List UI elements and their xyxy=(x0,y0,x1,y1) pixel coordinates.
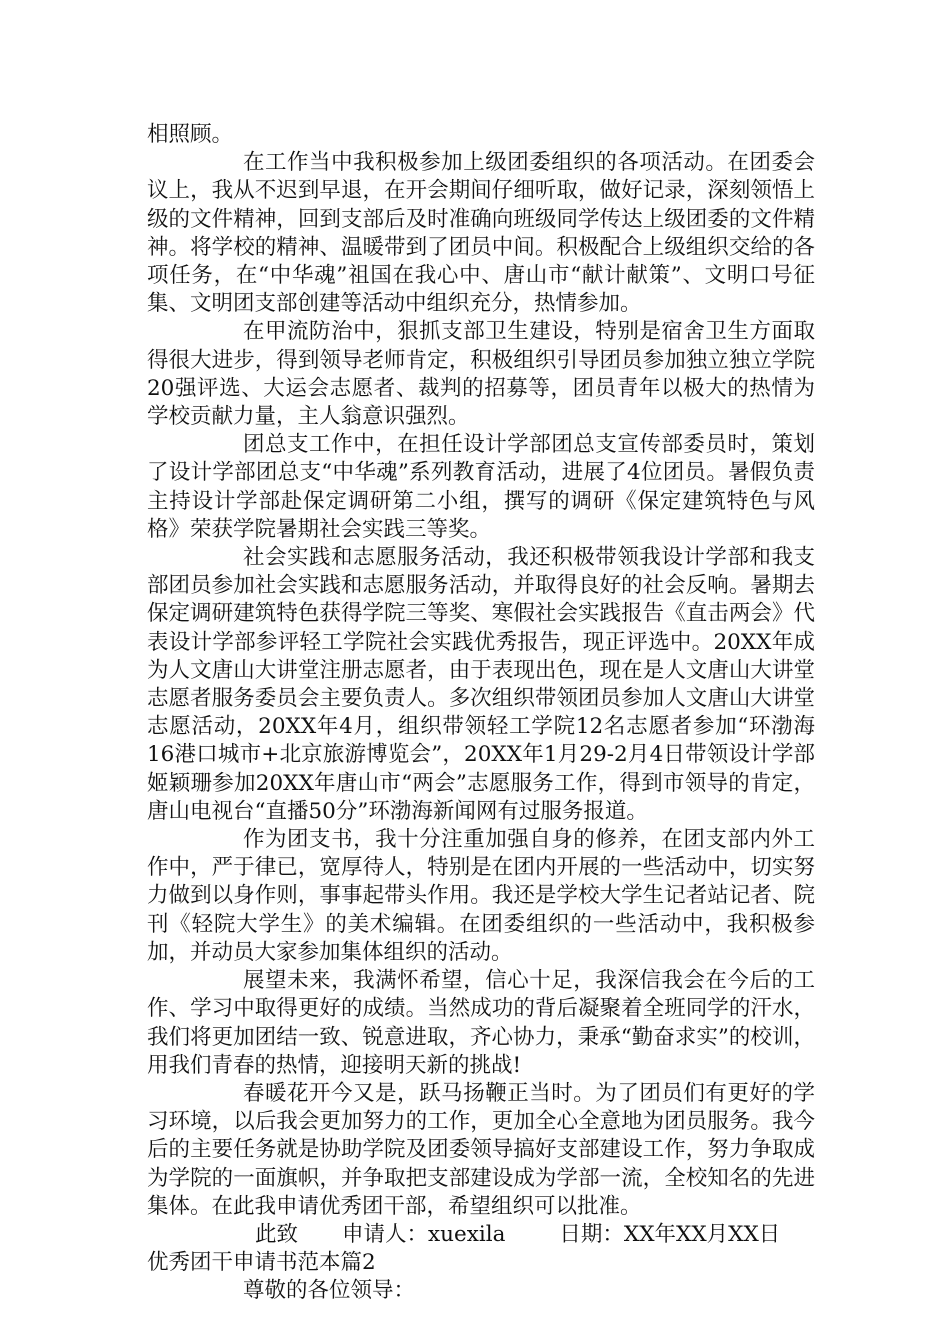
paragraph-social-practice: 社会实践和志愿服务活动，我还积极带领我设计学部和我支部团员参加社会实践和志愿服务活动，并取得良好的社会反响。暑期去保定调研建筑特色获得学院三等奖、寒假社会实践报告《直击两会》代表设计学部参评轻工学院社会实践优秀报告，现正评选中。20XX年成为人文唐山大讲堂注册志愿者，由于表现出色，现在是人文唐山大讲堂志愿者服务委员会主要负责人。多次组织带领团员参加人文唐山大讲堂志愿活动，20XX年4月，组织带领轻工学院12名志愿者参加“环渤海16港口城市+北京旅游博览会”，20XX年1月29-2月4日带领设计学部姬颖珊参加20XX年唐山市“两会”志愿服务工作，得到市领导的肯定，唐山电视台“直播50分”环渤海新闻网有过服务报道。 xyxy=(147,545,815,824)
paragraph-activities: 在工作当中我积极参加上级团委组织的各项活动。在团委会议上，我从不迟到早退，在开会期间仔细听取，做好记录，深刻领悟上级的文件精神，回到支部后及时准确向班级同学传达上级团委的文件精神。将学校的精神、温暖带到了团员中间。积极配合上级组织交给的各项任务，在“中华魂”祖国在我心中、唐山市“献计献策”、文明口号征集、文明团支部创建等活动中组织充分，热情参加。 xyxy=(147,150,816,317)
paragraph-application: 春暖花开今又是，跃马扬鞭正当时。为了团员们有更好的学习环境，以后我会更加努力的工作，更加全心全意地为团员服务。我今后的主要任务就是协助学院及团委领导搞好支部建设工作，努力争取成为学院的一面旗帜，并争取把支部建设成为学部一流，全校知名的先进集体。在此我申请优秀团干部，希望组织可以批准。 xyxy=(147,1080,815,1219)
document-page xyxy=(147,121,815,1306)
closing-line xyxy=(147,1221,815,1249)
closing-salute: 此致 xyxy=(255,1221,299,1247)
applicant-signature: 申请人：xuexila xyxy=(342,1221,506,1247)
paragraph-flu-prevention: 在甲流防治中，狠抓支部卫生建设，特别是宿舍卫生方面取得很大进步，得到领导老师肯定，积极组织引导团员参加独立独立学院20强评选、大运会志愿者、裁判的招募等，团员青年以极大的热情为学校贡献力量，主人翁意识强烈。 xyxy=(147,319,815,430)
paragraph-outlook: 展望未来，我满怀希望，信心十足，我深信我会在今后的工作、学习中取得更好的成绩。当然成功的背后凝聚着全班同学的汗水，我们将更加团结一致、锐意进取，齐心协力，秉承“勤奋求实”的校训，用我们青春的热情，迎接明天新的挑战! xyxy=(147,968,815,1078)
paragraph-general-branch: 团总支工作中，在担任设计学部团总支宣传部委员时，策划了设计学部团总支“中华魂”系列教育活动，进展了4位团员。暑假负责主持设计学部赴保定调研第二小组，撰写的调研《保定建筑特色与风格》荣获学院暑期社会实践三等奖。 xyxy=(147,432,815,542)
paragraph-branch-secretary: 作为团支书，我十分注重加强自身的修养，在团支部内外工作中，严于律已，宽厚待人，特别是在团内开展的一些活动中，切实努力做到以身作则，事事起带头作用。我还是学校大学生记者站记者、院刊《轻院大学生》的美术编辑。在团委组织的一些活动中，我积极参加，并动员大家参加集体组织的活动。 xyxy=(147,827,815,965)
next-section-title: 优秀团干申请书范本篇2 xyxy=(147,1250,376,1276)
application-date: 日期：XX年XX月XX日 xyxy=(559,1221,781,1247)
lead-text: 相照顾。 xyxy=(147,122,234,147)
next-greeting: 尊敬的各位领导： xyxy=(243,1278,416,1304)
